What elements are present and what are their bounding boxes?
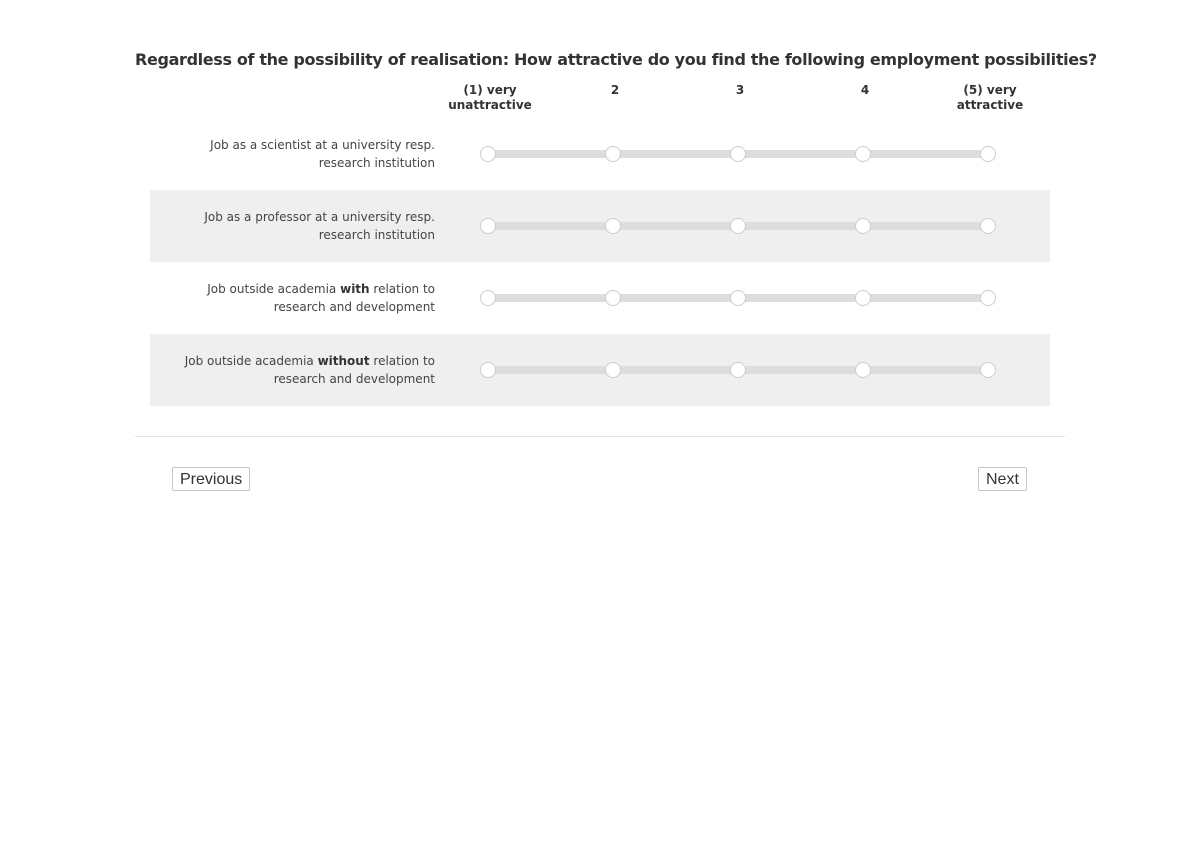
scale-radio-5[interactable] <box>980 362 996 378</box>
scale-radio-4[interactable] <box>855 218 871 234</box>
row-label: Job outside academia without relation to research and development <box>184 354 435 386</box>
scale-radio-1[interactable] <box>480 290 496 306</box>
scale-label-2: 2 <box>610 83 620 97</box>
row-label: Job outside academia with relation to research and development <box>207 282 435 314</box>
scale-radio-5[interactable] <box>980 290 996 306</box>
scale-radio-5[interactable] <box>980 218 996 234</box>
scale-label-1: (1) very unattractive <box>448 83 532 112</box>
scale-header <box>135 83 1065 115</box>
matrix-row <box>150 262 1050 334</box>
scale-radio-3[interactable] <box>730 290 746 306</box>
scale-radio-4[interactable] <box>855 146 871 162</box>
matrix-row <box>150 190 1050 262</box>
row-label: Job as a scientist at a university resp. research institution <box>210 138 435 170</box>
scale-label-3: 3 <box>735 83 745 97</box>
scale-radio-1[interactable] <box>480 146 496 162</box>
next-button[interactable]: Next <box>978 467 1027 491</box>
scale-radio-3[interactable] <box>730 362 746 378</box>
matrix-row <box>150 118 1050 190</box>
scale-radio-2[interactable] <box>605 362 621 378</box>
row-label: Job as a professor at a university resp. research institution <box>204 210 435 242</box>
divider <box>135 436 1065 437</box>
scale-radio-3[interactable] <box>730 218 746 234</box>
scale-radio-4[interactable] <box>855 290 871 306</box>
question-title: Regardless of the possibility of realisation: How attractive do you find the following employment possibilities? <box>135 50 1097 69</box>
previous-button[interactable]: Previous <box>172 467 250 491</box>
scale-label-5: (5) very attractive <box>956 83 1024 112</box>
scale-radio-3[interactable] <box>730 146 746 162</box>
scale-radio-2[interactable] <box>605 218 621 234</box>
scale-radio-5[interactable] <box>980 146 996 162</box>
scale-label-4: 4 <box>860 83 870 97</box>
matrix-row <box>150 334 1050 406</box>
scale-radio-1[interactable] <box>480 218 496 234</box>
scale-radio-1[interactable] <box>480 362 496 378</box>
scale-radio-4[interactable] <box>855 362 871 378</box>
scale-radio-2[interactable] <box>605 146 621 162</box>
scale-radio-2[interactable] <box>605 290 621 306</box>
